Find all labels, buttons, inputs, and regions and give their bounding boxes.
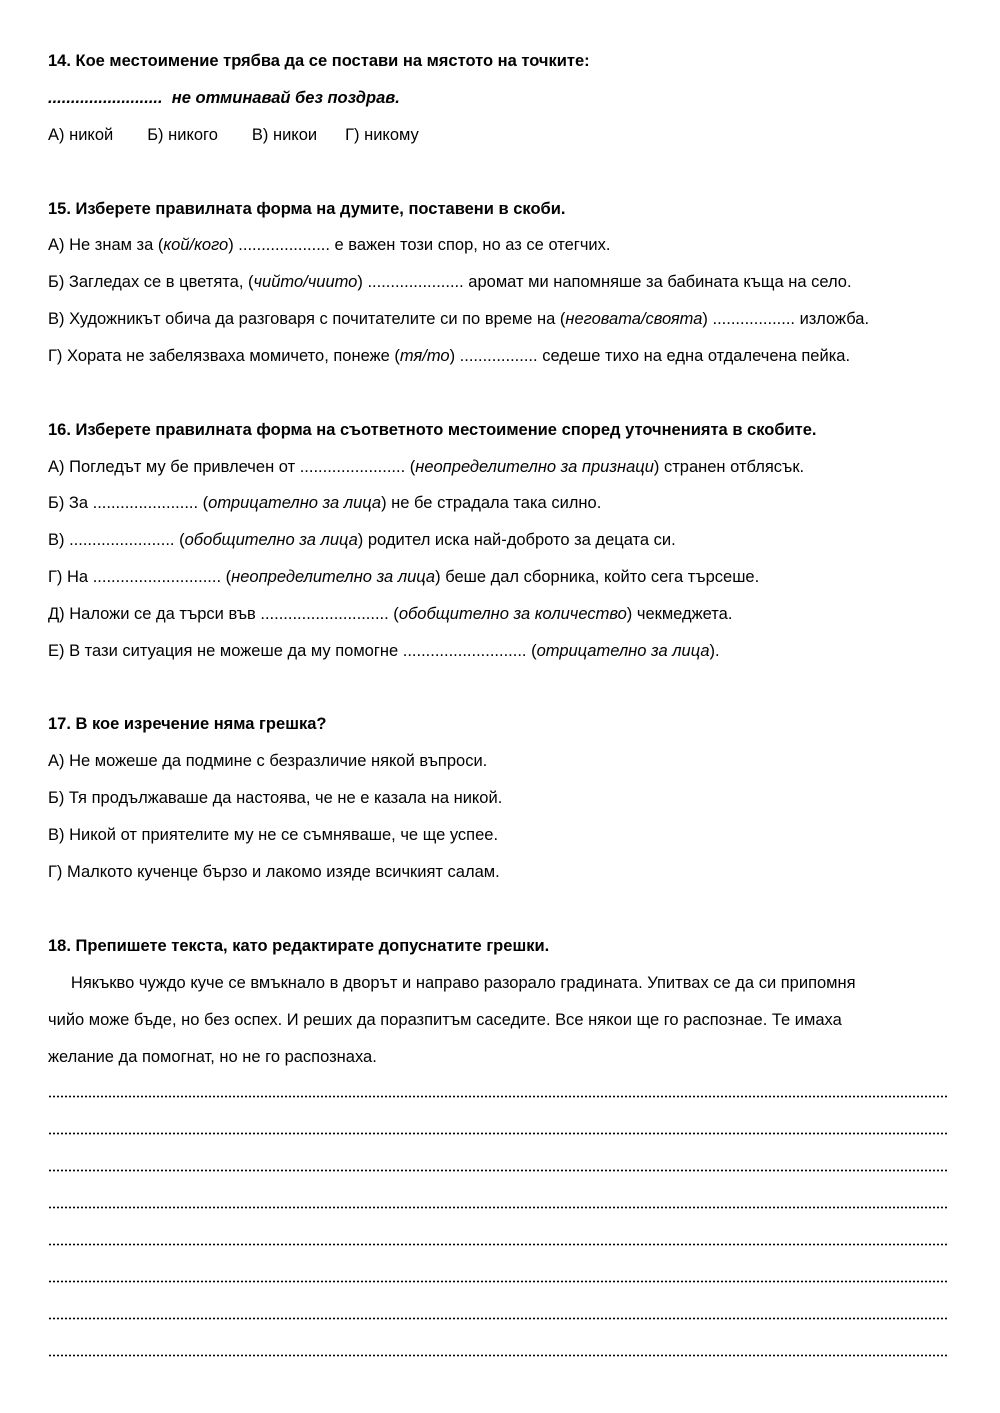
item-text: А) Не знам за (: [48, 236, 164, 254]
question-17-option-c: В) Никой от приятелите му не се съмняваше, че ще успее.: [48, 826, 499, 844]
answer-blank: .........................: [48, 89, 163, 107]
question-17-option-a: А) Не можеше да подмине с безразличие някой въпроси.: [48, 752, 488, 770]
item-choice: тя/то: [399, 347, 450, 365]
item-hint: обобщително за лица: [184, 531, 358, 549]
answer-writing-line[interactable]: [48, 1243, 948, 1246]
option-d: Г) никому: [345, 126, 419, 144]
question-16-item-f: [48, 641, 720, 661]
question-16-item-c: [48, 530, 676, 550]
question-16-item-a: [48, 457, 804, 477]
question-15-item-b: [48, 272, 852, 292]
item-choice: чийто/чиито: [253, 273, 358, 291]
item-text: ) родител иска най-доброто за децата си.: [357, 531, 676, 549]
question-14-sentence-text: не отминавай без поздрав.: [171, 89, 400, 107]
answer-writing-line[interactable]: [48, 1280, 948, 1283]
question-15-item-d: [48, 346, 850, 366]
answer-writing-line[interactable]: [48, 1169, 948, 1172]
question-18-text-line-1: Някъкво чуждо куче се вмъкнало в дворът и направо разорало градината. Упитвах се да си припомня: [48, 974, 856, 992]
item-text: ).: [709, 642, 720, 660]
question-14-sentence: [48, 88, 400, 108]
question-16-item-d: [48, 567, 759, 587]
question-18-text-line-2: чийо може бъде, но без оспех. И реших да поразпитъм саседите. Все някои ще го распознае. Те имаха: [48, 1011, 842, 1029]
answer-writing-line[interactable]: [48, 1095, 948, 1098]
option-b: Б) никого: [147, 126, 218, 144]
item-text: Е) В тази ситуация не можеше да му помогне ........................... (: [48, 642, 537, 660]
item-choice: кой/кого: [163, 236, 229, 254]
question-15-item-c: [48, 309, 869, 329]
answer-writing-line[interactable]: [48, 1317, 948, 1320]
item-text: А) Погледът му бе привлечен от ....................... (: [48, 458, 416, 476]
item-hint: неопределително за признаци: [415, 458, 654, 476]
question-17-option-d: Г) Малкото кученце бързо и лакомо изяде всичкият салам.: [48, 863, 500, 881]
question-16-title: 16. Изберете правилната форма на съответното местоимение според уточненията в скобите.: [48, 421, 817, 439]
question-17-option-b: Б) Тя продължаваше да настоява, че не е казала на никой.: [48, 789, 503, 807]
item-text: Д) Наложи се да търси във ............................ (: [48, 605, 399, 623]
answer-writing-line[interactable]: [48, 1206, 948, 1209]
item-text: Б) Загледах се в цветята, (: [48, 273, 254, 291]
item-text: Г) Хората не забелязваха момичето, понеже (: [48, 347, 400, 365]
item-choice: неговата/своята: [565, 310, 703, 328]
option-a: А) никой: [48, 126, 114, 144]
answer-writing-line[interactable]: [48, 1132, 948, 1135]
answer-writing-line[interactable]: [48, 1354, 948, 1357]
item-text: ) .................... е важен този спор, но аз се отегчих.: [228, 236, 611, 254]
item-text: ) .................. изложба.: [702, 310, 870, 328]
item-text: ) чекмеджета.: [626, 605, 733, 623]
item-hint: обобщително за количество: [398, 605, 627, 623]
question-14-options: [48, 125, 419, 145]
item-text: ) странен отблясък.: [653, 458, 805, 476]
item-hint: неопределително за лица: [231, 568, 436, 586]
question-16-item-e: [48, 604, 732, 624]
item-text: ) ..................... аромат ми напомняше за бабината къща на село.: [357, 273, 852, 291]
question-18-title: 18. Препишете текста, като редактирате допуснатите грешки.: [48, 937, 550, 955]
item-text: Г) На ............................ (: [48, 568, 232, 586]
item-hint: отрицателно за лица: [208, 494, 382, 512]
item-text: ) беше дал сборника, който сега търсеше.: [435, 568, 760, 586]
question-18-text-line-3: желание да помогнат, но не го распознаха.: [48, 1048, 377, 1066]
item-hint: отрицателно за лица: [536, 642, 710, 660]
item-text: В) Художникът обича да разговаря с почитателите си по време на (: [48, 310, 566, 328]
item-text: В) ....................... (: [48, 531, 185, 549]
option-c: В) никои: [251, 126, 318, 144]
item-text: Б) За ....................... (: [48, 494, 209, 512]
item-text: ) не бе страдала така силно.: [381, 494, 602, 512]
question-14-title: 14. Кое местоимение трябва да се постави на мястото на точките:: [48, 52, 590, 70]
question-16-item-b: [48, 493, 601, 513]
question-17-title: 17. В кое изречение няма грешка?: [48, 715, 327, 733]
question-15-title: 15. Изберете правилната форма на думите, поставени в скоби.: [48, 200, 566, 218]
item-text: ) ................. седеше тихо на една отдалечена пейка.: [449, 347, 851, 365]
question-15-item-a: [48, 235, 610, 255]
